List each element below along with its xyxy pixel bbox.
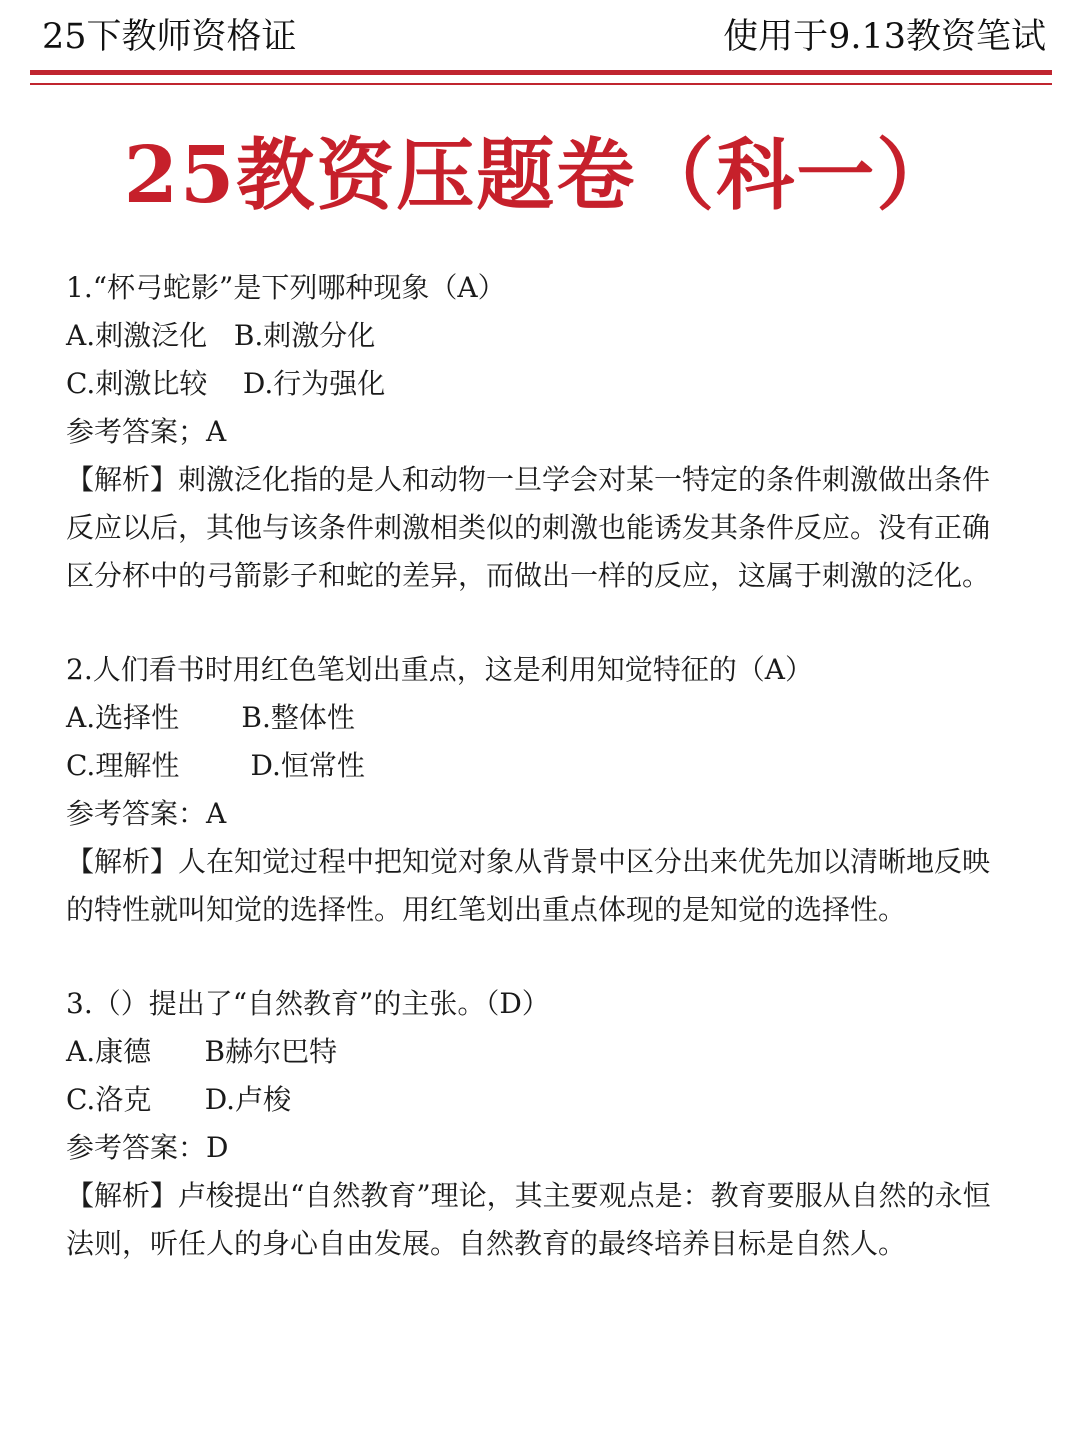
header-right-subtitle: 使用于9.13教资笔试: [723, 17, 1046, 57]
header-divider-thick: [30, 70, 1052, 75]
question-options-ab: A.选择性 B.整体性: [66, 701, 355, 734]
question-options-cd: C.刺激比较 D.行为强化: [66, 367, 386, 400]
header-left-title: 25下教师资格证: [42, 17, 297, 57]
question-list: [66, 264, 1016, 1314]
question-stem: 1.“杯弓蛇影”是下列哪种现象（A）: [66, 271, 506, 304]
question-analysis: 【解析】卢梭提出“自然教育”理论，其主要观点是：教育要服从自然的永恒法则，听任人的身心自由发展。自然教育的最终培养目标是自然人。: [66, 1179, 991, 1260]
question-options-ab: A.康德 B赫尔巴特: [66, 1035, 338, 1068]
question-3: [66, 980, 1016, 1268]
header-divider-thin: [30, 83, 1052, 85]
question-2: [66, 646, 1016, 934]
question-1: [66, 264, 1016, 600]
page-title: 25教资压题卷（科一）: [123, 130, 957, 221]
question-analysis: 【解析】刺激泛化指的是人和动物一旦学会对某一特定的条件刺激做出条件反应以后，其他与该条件刺激相类似的刺激也能诱发其条件反应。没有正确区分杯中的弓箭影子和蛇的差异，而做出一样的反应，这属于刺激的泛化。: [66, 463, 991, 592]
question-answer: 参考答案；A: [66, 415, 227, 448]
question-stem: 3.（）提出了“自然教育”的主张。（D）: [66, 987, 550, 1020]
question-options-cd: C.洛克 D.卢梭: [66, 1083, 292, 1116]
question-answer: 参考答案：D: [66, 1131, 229, 1164]
question-options-cd: C.理解性 D.恒常性: [66, 749, 365, 782]
question-answer: 参考答案：A: [66, 797, 227, 830]
question-analysis: 【解析】人在知觉过程中把知觉对象从背景中区分出来优先加以清晰地反映的特性就叫知觉的选择性。用红笔划出重点体现的是知觉的选择性。: [66, 845, 991, 926]
question-stem: 2.人们看书时用红色笔划出重点，这是利用知觉特征的（A）: [66, 653, 813, 686]
question-options-ab: A.刺激泛化 B.刺激分化: [66, 319, 376, 352]
